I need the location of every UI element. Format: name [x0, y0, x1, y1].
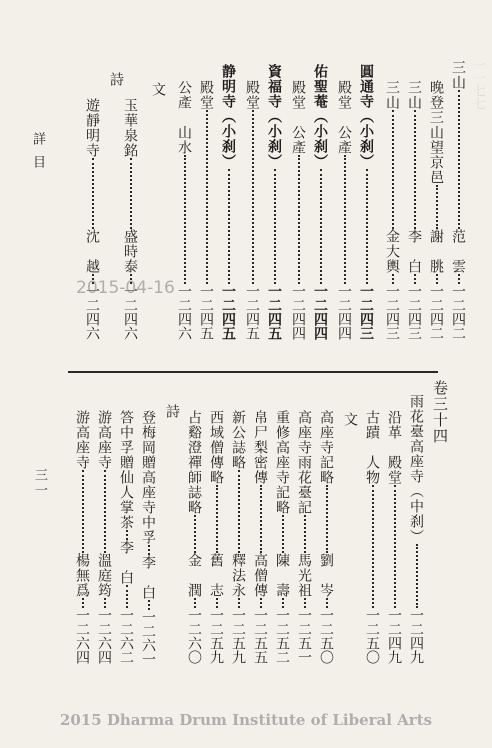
- toc-entry: 殿堂 公產 一二四四: [336, 80, 352, 340]
- page-number: 三一: [32, 468, 47, 498]
- section-label: 文: [342, 412, 358, 427]
- toc-temple-heading: 佑聖菴（小刹） 一二四四: [312, 64, 328, 340]
- toc-entry: 游高座寺 溫庭筠 一二六四: [96, 410, 112, 664]
- toc-entry: 西域僧傳略 舊 志 一二五九: [208, 410, 224, 664]
- toc-entry: 新公誌略 釋法永 一二五九: [230, 410, 246, 664]
- toc-temple-heading: 雨花臺高座寺（中刹） 一二四九: [408, 394, 424, 664]
- horizontal-divider: [68, 371, 438, 373]
- toc-entry: 帛尸梨密傳 高僧傳 一二五五: [252, 410, 268, 664]
- toc-temple-heading: 静明寺（小刹） 一二四五: [220, 64, 236, 340]
- toc-entry: 高座寺記略 劉 岑 一二五〇: [318, 410, 334, 664]
- volume-heading: 卷三十四: [431, 380, 449, 444]
- section-label: 詩: [164, 404, 180, 419]
- toc-entry: 游高座寺 楊無爲 一二六四: [74, 410, 90, 664]
- toc-entry: 登梅岡贈高座寺中孚 李 白 一二六一: [140, 410, 156, 666]
- toc-entry: 三山 范 雲 一二四二: [450, 60, 466, 340]
- toc-temple-heading: 圓通寺（小刹） 一二四三: [358, 64, 374, 340]
- toc-entry: 公產 山水 一二四六: [176, 80, 192, 340]
- toc-entry: 殿堂 公產 一二四四: [290, 80, 306, 340]
- section-label: 詩: [108, 72, 124, 87]
- toc-entry: 遊靜明寺 沈 越 一二四六: [84, 98, 100, 340]
- toc-entry: 重修高座寺記略 陳 壽 一二五二: [274, 410, 290, 664]
- toc-entry: 三山 金大輿 一二四三: [384, 80, 400, 340]
- page-section-title: 詳目: [30, 132, 45, 178]
- toc-entry: 玉華泉銘 盛時泰 一二四六: [122, 98, 138, 340]
- toc-entry: 答中孚贈仙人掌茶 李 白 一二六二: [118, 410, 134, 664]
- toc-entry: 殿堂 一二四五: [244, 80, 260, 340]
- toc-entry: 古蹟 人物 一二五〇: [364, 410, 380, 664]
- toc-entry: 殿堂 一二四五: [198, 80, 214, 340]
- watermark-footer: 2015 Dharma Drum Institute of Liberal Arts: [59, 711, 433, 729]
- toc-entry: 高座寺雨花臺記 馬光祖 一二五一: [296, 410, 312, 664]
- toc-entry: 三山 李 白 一二四三: [406, 80, 422, 340]
- date-stamp: 2015-04-16: [76, 278, 175, 298]
- toc-entry: 晚登三山望京邑 謝 朓 一二四二: [428, 80, 444, 340]
- toc-temple-heading: 資福寺（小刹） 一二四五: [266, 64, 282, 340]
- bleed-through-text: 一一七七: [470, 58, 485, 110]
- section-label: 文: [150, 82, 166, 97]
- toc-entry: 占谿澄禪師誌略 金 潤 一二六〇: [186, 410, 202, 664]
- toc-entry: 沿革 殿堂 一二四九: [386, 410, 402, 664]
